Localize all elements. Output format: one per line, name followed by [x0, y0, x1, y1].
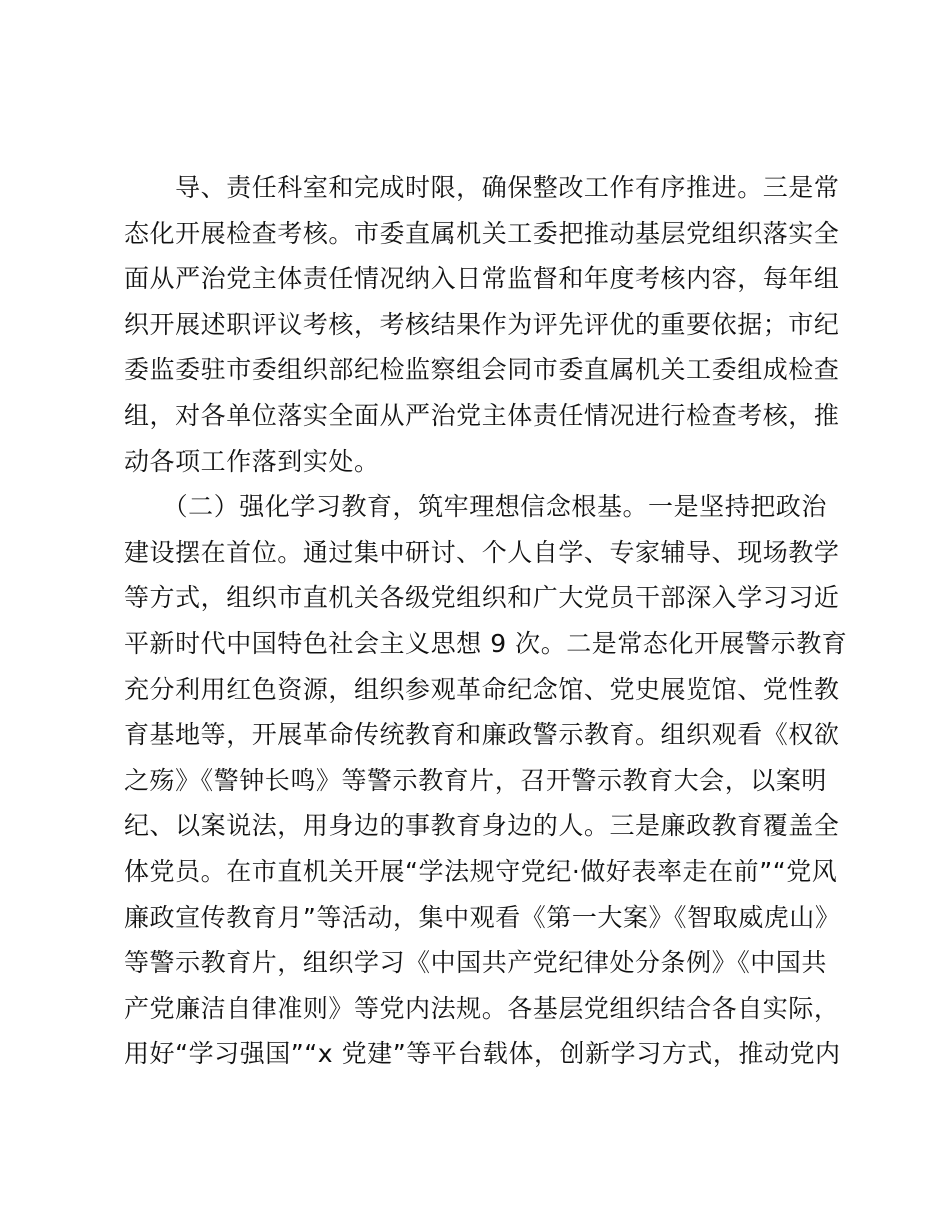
text-line: 体党员。在市直机关开展“学法规守党纪·做好表率走在前”“党风 — [124, 856, 838, 886]
text-line: 纪、以案说法，用身边的事教育身边的人。三是廉政教育覆盖全 — [124, 811, 840, 841]
text-line: 面从严治党主体责任情况纳入日常监督和年度考核内容，每年组 — [124, 264, 840, 294]
text-line: 产党廉洁自律准则》等党内法规。各基层党组织结合各自实际， — [124, 993, 840, 1023]
text-line: 等警示教育片，组织学习《中国共产党纪律处分条例》《中国共 — [124, 948, 827, 978]
text-line: 廉政宣传教育月”等活动，集中观看《第一大案》《智取威虎山》 — [124, 902, 841, 932]
text-line: 组，对各单位落实全面从严治党主体责任情况进行检查考核，推 — [124, 400, 840, 430]
text-line: 建设摆在首位。通过集中研讨、个人自学、专家辅导、现场教学 — [124, 537, 840, 567]
text-line: 态化开展检查考核。市委直属机关工委把推动基层党组织落实全 — [124, 218, 840, 248]
text-line: （二）强化学习教育，筑牢理想信念根基。一是坚持把政治 — [124, 492, 827, 522]
text-line: 织开展述职评议考核，考核结果作为评先评优的重要依据；市纪 — [124, 309, 840, 339]
text-line: 委监委驻市委组织部纪检监察组会同市委直属机关工委组成检查 — [124, 355, 840, 385]
text-line: 用好“学习强国”“x 党建”等平台载体，创新学习方式，推动党内 — [124, 1039, 841, 1069]
text-line: 动各项工作落到实处。 — [124, 446, 380, 476]
text-line: 导、责任科室和完成时限，确保整改工作有序推进。三是常 — [124, 173, 840, 202]
text-line: 平新时代中国特色社会主义思想 9 次。二是常态化开展警示教育 — [124, 628, 848, 658]
text-line: 育基地等，开展革命传统教育和廉政警示教育。组织观看《权欲 — [124, 720, 840, 750]
text-line: 之殇》《警钟长鸣》等警示教育片，召开警示教育大会，以案明 — [124, 765, 827, 795]
text-line: 等方式，组织市直机关各级党组织和广大党员干部深入学习习近 — [124, 583, 840, 613]
text-line: 充分利用红色资源，组织参观革命纪念馆、党史展览馆、党性教 — [124, 674, 840, 704]
body-text — [124, 165, 848, 1077]
